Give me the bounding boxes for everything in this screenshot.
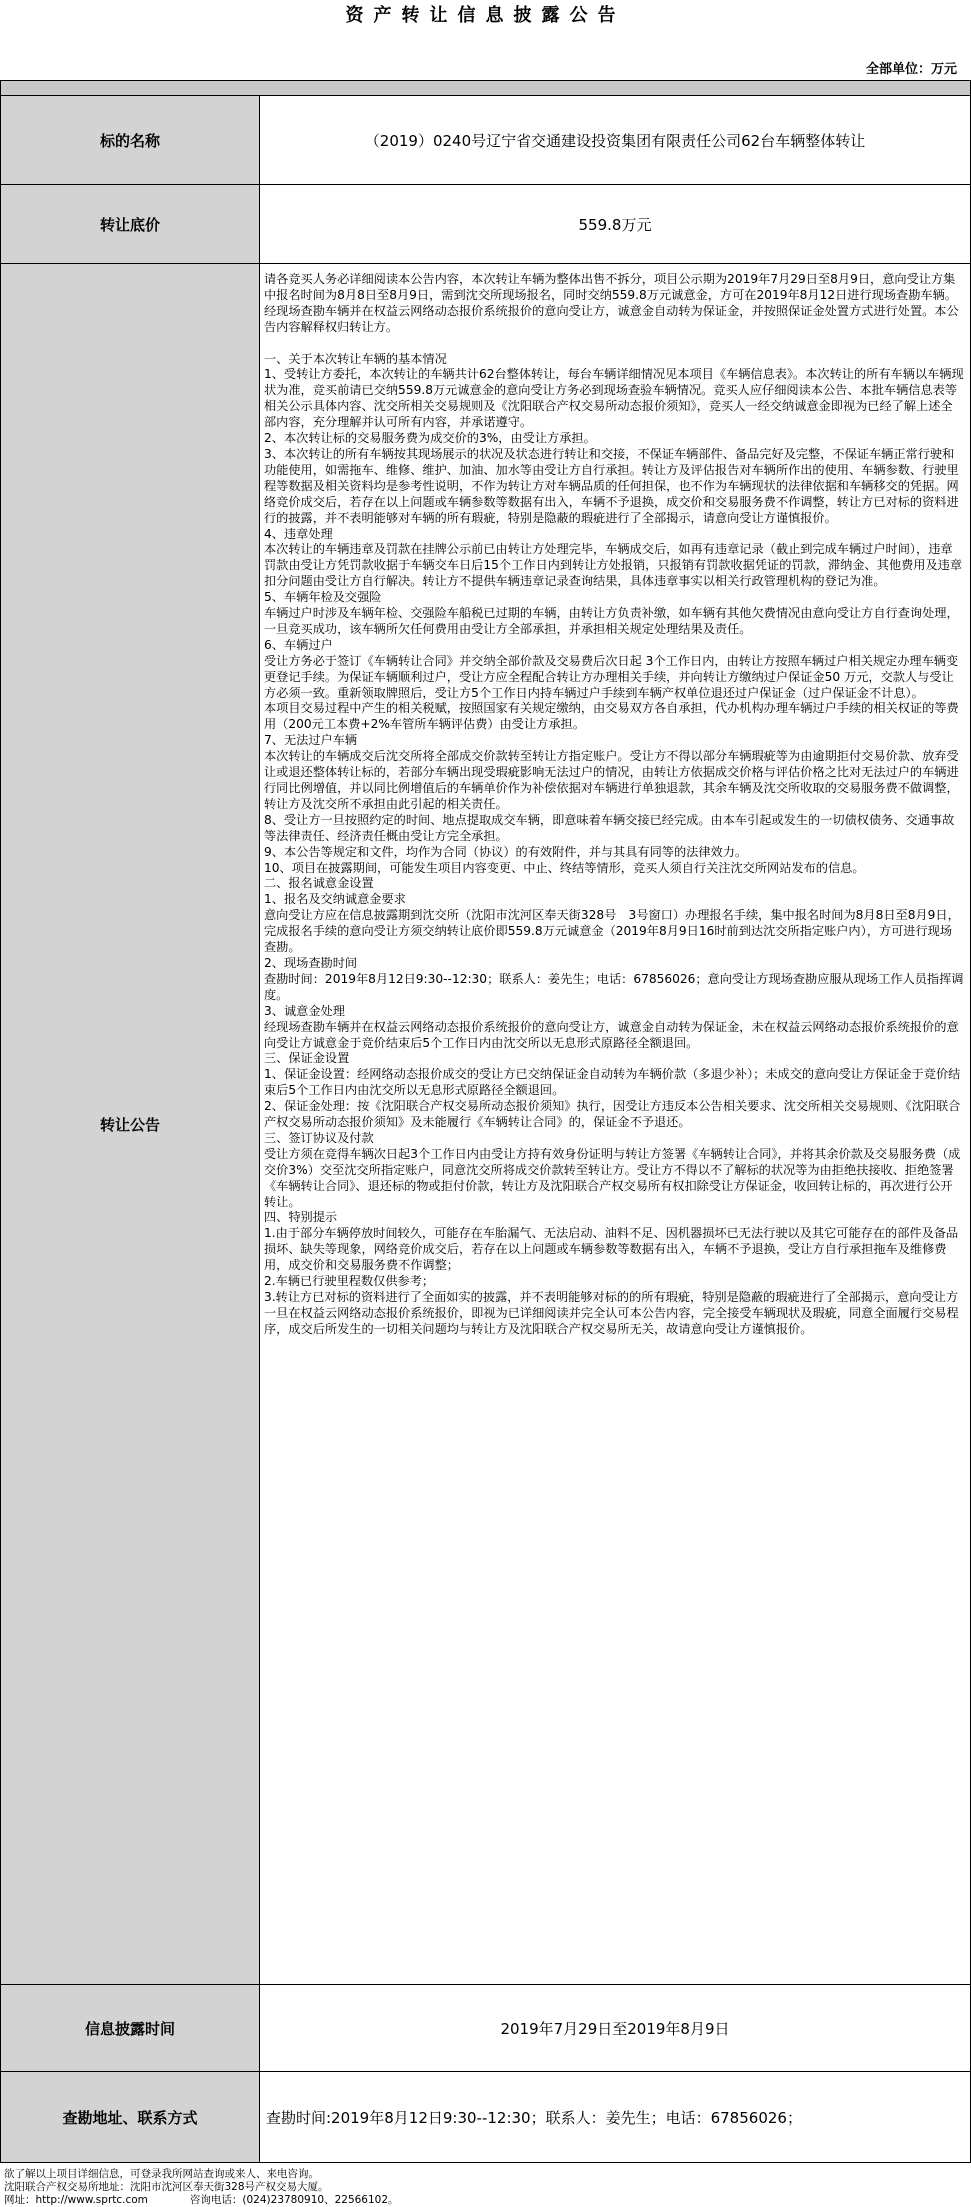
notice-paragraph: 3、本次转让的所有车辆按其现场展示的状况及状态进行转让和交接，不保证车辆部件、备品完好及完整，不保证车辆正常行驶和功能使用，如需拖车、维修、维护、加油、加水等由受让方自行承担。转让方及评估报告对车辆所作出的使用、车辆参数、行驶里程等数据及相关资料均是参考性说明，不作为转让方对车辆品质的任何担保，也不作为车辆现状的法律依据和车辆移交的凭据。网络竞价成交后，若存在以上问题或车辆参数等数据有出入，车辆不予退换，成交价和交易服务费不作调整，转让方已对标的资料进行的披露，并不表明能够对车辆的所有瑕疵，特别是隐蔽的瑕疵进行了全部揭示，请意向受让方谨慎报价。 [264,446,959,525]
notice-paragraph: 1、保证金设置：经网络动态报价成交的受让方已交纳保证金自动转为车辆价款（多退少补）；未成交的意向受让方保证金于竞价结束后5个工作日内由沈交所以无息形式原路径全额退回。 [264,1067,961,1098]
notice-paragraph: 6、车辆过户 [264,637,333,652]
row-notice [1,264,970,1985]
notice-paragraph: 请各竞买人务必详细阅读本公告内容，本次转让车辆为整体出售不拆分，项目公示期为2019年7月29日至8月9日，意向受让方集中报名时间为8月8日至8月9日，需到沈交所现场报名，同时交纳559.8万元诚意金，方可在2019年8月12日进行现场查勘车辆。经现场查勘车辆并在权益云网络动态报价系统报价的意向受让方，诚意金自动转为保证金，并按照保证金处置方式进行处置。本公告内容解释权归转让方。 [264,272,959,334]
notice-paragraph: 意向受让方应在信息披露期到沈交所（沈阳市沈河区奉天街328号 3号窗口）办理报名手续，集中报名时间为8月8日至8月9日，完成报名手续的意向受让方须交纳转让底价即559.8万元诚意金（2019年8月9日16时前到达沈交所指定账户内），方可进行现场查勘。 [264,908,960,955]
notice-paragraph: 车辆过户时涉及车辆年检、交强险车船税已过期的车辆，由转让方负责补缴，如车辆有其他欠费情况由意向受让方自行查询处理，一旦竞买成功，该车辆所欠任何费用由受让方全部承担，并承担相关规定处理结果及责任。 [264,606,959,636]
notice-paragraph: 四、特别提示 [264,1210,338,1225]
row-name [1,96,970,185]
notice-paragraph: 受让方须在竞得车辆次日起3个工作日内由受让方持有效身份证明与转让方签署《车辆转让合同》，并将其余价款及交易服务费（成交价3%）交至沈交所指定账户，同意沈交所将成交价款转至转让方。受让方不得以不了解标的状况等为由拒绝扶接收、拒绝签署《车辆转让合同》、退还标的物或拒付价款，转让方及沈阳联合产权交易所有权扣除受让方保证金，收回转让标的，再次进行公开转让。 [264,1146,961,1209]
notice-paragraph: 1、受转让方委托，本次转让的车辆共计62台整体转让，每台车辆详细情况见本项目《车辆信息表》。本次转让的所有车辆以车辆现状为准，竞买前请已交纳559.8万元诚意金的意向受让方务必到现场查验车辆情况。竞买人应仔细阅读本公告、本批车辆信息表等相关公示具体内容、沈交所相关交易规则及《沈阳联合产权交易所动态报价须知》，竞买人一经交纳诚意金即视为已经了解上述全部内容，充分理解并认可所有内容，并承诺遵守。 [264,367,964,430]
value-contact: 查勘时间:2019年8月12日9:30--12:30；联系人：姜先生；电话：67856026； [266,2108,802,2127]
footer-line: 欲了解以上项目详细信息，可登录我所网站查询或来人、来电咨询。 [4,2168,319,2180]
notice-paragraph: 查勘时间：2019年8月12日9:30--12:30；联系人：姜先生；电话：67856026；意向受让方现场查勘应服从现场工作人员指挥调度。 [264,971,964,1002]
notice-paragraph: 8、受让方一旦按照约定的时间、地点提取成交车辆，即意味着车辆交接已经完成。由本车引起或发生的一切债权债务、交通事故等法律责任、经济责任概由受让方完全承担。 [264,812,955,843]
notice-paragraph: 9、本公告等规定和文件，均作为合同（协议）的有效附件，并与其具有同等的法律效力。 [264,844,748,859]
notice-paragraph: 受让方务必于签订《车辆转让合同》并交纳全部价款及交易费后次日起 3个工作日内，由转让方按照车辆过户相关规定办理车辆变更登记手续。为保证车辆顺利过户，受让方应全程配合转让方办理相关手续，并向转让方缴纳过户保证金50 万元，交款人与受让方必须一致。重新领取牌照后，受让方5个工作日内持车辆过户手续到车辆产权单位退还过户保证金（过户保证金不计息）。 [264,653,959,700]
page-title: 资产转让信息披露公告 [345,5,626,26]
notice-paragraph: 本项目交易过程中产生的相关税赋，按照国家有关规定缴纳，由交易双方各自承担，代办机构办理车辆过户手续的相关权证的等费用（200元工本费+2%车管所车辆评估费）由受让方承担。 [264,701,959,732]
notice-paragraph: 10、项目在披露期间，可能发生项目内容变更、中止、终结等情形，竞买人须自行关注沈交所网站发布的信息。 [264,860,865,875]
value-name: （2019）0240号辽宁省交通建设投资集团有限责任公司62台车辆整体转让 [364,131,866,150]
notice-paragraph: 三、签订协议及付款 [264,1130,374,1145]
notice-body [264,272,964,1980]
notice-paragraph: 三、保证金设置 [264,1051,350,1066]
label-period: 信息披露时间 [1,1985,260,2071]
notice-paragraph: 二、报名诚意金设置 [264,876,374,891]
notice-paragraph: 2、本次转让标的交易服务费为成交价的3%，由受让方承担。 [264,431,596,446]
footer-line: 网址：http://www.sprtc.com 咨询电话：(024)23780910、22566102。 [4,2194,399,2206]
notice-paragraph: 5、车辆年检及交强险 [264,590,382,605]
notice-paragraph: 3.转让方已对标的资料进行了全面如实的披露，并不表明能够对标的的所有瑕疵，特别是隐蔽的瑕疵进行了全部揭示，意向受让方一旦在权益云网络动态报价系统报价，即视为已详细阅读并完全认可本公告内容，完全接受车辆现状及瑕疵，同意全面履行交易程序，成交后所发生的一切相关问题均与转让方及沈阳联合产权交易所无关，故请意向受让方谨慎报价。 [264,1290,959,1336]
row-period [1,1985,970,2072]
notice-paragraph: 本次转让的车辆成交后沈交所将全部成交价款转至转让方指定账户。受让方不得以部分车辆瑕疵等为由逾期拒付交易价款、放弃受让或退还整体转让标的，若部分车辆出现受瑕疵影响无法过户的情况，由转让方依据成交价格与评估价格之比对无法过户的车辆进行同比例增值，并以同比例增值后的车辆单价作为补偿依据对车辆进行单独退款，其余车辆及沈交所收取的交易服务费不做调整，转让方及沈交所不承担由此引起的相关责任。 [264,749,959,811]
label-contact: 查勘地址、联系方式 [1,2072,260,2162]
footer-line: 沈阳联合产权交易所地址：沈阳市沈河区奉天街328号产权交易大厦。 [4,2181,329,2193]
notice-paragraph: 4、违章处理 [264,526,333,541]
notice-paragraph: 2.车辆已行驶里程数仅供参考； [264,1274,435,1289]
footer-info [4,2168,964,2207]
label-price: 转让底价 [1,185,260,263]
label-notice: 转让公告 [1,264,260,1984]
value-period: 2019年7月29日至2019年8月9日 [500,2019,730,2038]
notice-table [0,80,971,2163]
notice-paragraph [264,336,964,352]
notice-paragraph: 7、无法过户车辆 [264,733,358,748]
notice-paragraph: 1、报名及交纳诚意金要求 [264,892,406,907]
label-name: 标的名称 [1,96,260,184]
value-price: 559.8万元 [578,215,652,234]
notice-paragraph: 3、诚意金处理 [264,1003,345,1018]
header-band [1,81,970,96]
unit-note: 全部单位：万元 [865,62,957,77]
notice-paragraph: 1.由于部分车辆停放时间较久，可能存在车胎漏气、无法启动、油料不足、因机器损坏已无法行驶以及其它可能存在的部件及备品损坏、缺失等现象，网络竞价成交后，若存在以上问题或车辆参数等数据有出入，车辆不予退换，受让方自行承担拖车及维修费用，成交价和交易服务费不作调整； [264,1226,959,1273]
notice-paragraph: 2、现场查勘时间 [264,955,358,970]
row-contact [1,2072,970,2162]
notice-paragraph: 2、保证金处理：按《沈阳联合产权交易所动态报价须知》执行，因受让方违反本公告相关要求、沈交所相关交易规则、《沈阳联合产权交易所动态报价须知》及未能履行《车辆转让合同》的，保证金不予退还。 [264,1099,961,1130]
notice-paragraph: 经现场查勘车辆并在权益云网络动态报价系统报价的意向受让方，诚意金自动转为保证金，未在权益云网络动态报价系统报价的意向受让方诚意金于竞价结束后5个工作日内由沈交所以无息形式原路径全额退回。 [264,1019,959,1050]
notice-paragraph: 一、关于本次转让车辆的基本情况 [264,351,447,366]
notice-paragraph: 本次转让的车辆违章及罚款在挂牌公示前已由转让方处理完毕，车辆成交后，如再有违章记录（截止到完成车辆过户时间），违章罚款由受让方凭罚款收据于车辆交车日后15个工作日内到转让方处报销，只报销有罚款收据凭证的罚款，滞纳金、其他费用及违章扣分问题由受让方自行解决。转让方不提供车辆违章记录查询结果，具体违章事实以相关行政管理机构的登记为准。 [264,542,963,589]
row-price [1,185,970,264]
